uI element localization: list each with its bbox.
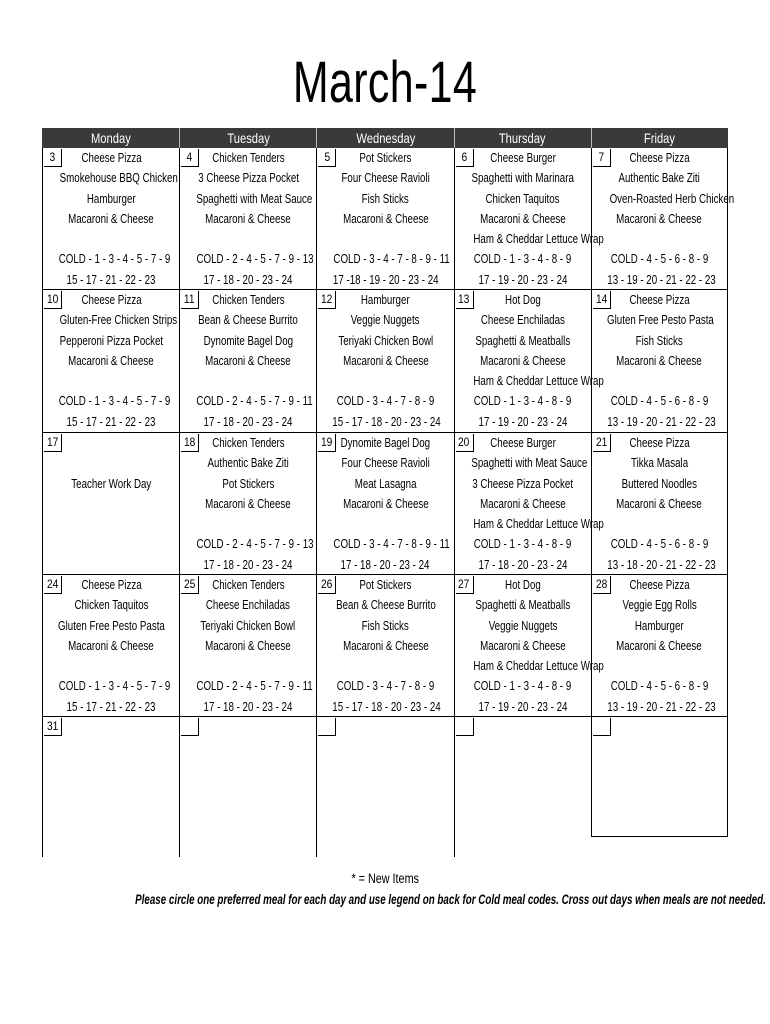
cold-code-line: COLD - 2 - 4 - 5 - 7 - 9 - 11 bbox=[196, 394, 313, 409]
day-cell bbox=[454, 148, 604, 289]
menu-item: Veggie Nuggets bbox=[488, 618, 558, 633]
day-cell bbox=[591, 575, 728, 716]
menu-item: Teriyaki Chicken Bowl bbox=[200, 618, 296, 633]
day-number: 28 bbox=[593, 576, 611, 594]
menu-item bbox=[180, 371, 316, 391]
cold-code-line: COLD - 1 - 3 - 4 - 8 - 9 bbox=[473, 394, 572, 409]
cold-code-line: COLD - 4 - 5 - 6 - 8 - 9 bbox=[610, 252, 709, 267]
menu-item: Macaroni & Cheese bbox=[205, 496, 292, 511]
day-number: 13 bbox=[456, 291, 474, 309]
day-number: 11 bbox=[181, 291, 199, 309]
menu-item: Macaroni & Cheese bbox=[68, 211, 154, 226]
menu-items bbox=[317, 148, 453, 290]
menu-item: Spaghetti with Meat Sauce bbox=[470, 456, 587, 471]
menu-item bbox=[180, 229, 316, 249]
day-number: 6 bbox=[456, 149, 474, 167]
cold-code-line: COLD - 4 - 5 - 6 - 8 - 9 bbox=[610, 679, 709, 694]
day-cell bbox=[179, 717, 316, 857]
menu-item: Tikka Masala bbox=[630, 456, 688, 471]
day-number: 7 bbox=[593, 149, 611, 167]
legend-note: * = New Items bbox=[351, 871, 419, 886]
day-cell bbox=[316, 148, 453, 289]
menu-item: Cheese Pizza bbox=[629, 436, 690, 450]
menu-items bbox=[592, 290, 727, 432]
weekday-thursday: Thursday bbox=[454, 128, 591, 148]
menu-item: Chicken Taquitos bbox=[74, 598, 149, 613]
day-number: 4 bbox=[181, 149, 199, 167]
menu-item: Bean & Cheese Burrito bbox=[335, 598, 436, 613]
cold-code-line: COLD - 3 - 4 - 7 - 8 - 9 - 11 bbox=[333, 537, 451, 552]
day-number: 25 bbox=[181, 576, 199, 594]
menu-item: Hamburger bbox=[86, 191, 136, 206]
menu-item: Macaroni & Cheese bbox=[68, 638, 154, 653]
menu-item: Cheese Enchiladas bbox=[480, 313, 565, 328]
menu-item: Dynomite Bagel Dog bbox=[203, 333, 293, 348]
day-cell bbox=[316, 433, 453, 574]
cold-code-line: COLD - 3 - 4 - 7 - 8 - 9 bbox=[336, 679, 435, 694]
menu-items bbox=[592, 433, 727, 575]
menu-items bbox=[43, 290, 179, 432]
weekday-wednesday: Wednesday bbox=[316, 128, 453, 148]
cold-code-line: 17 - 18 - 20 - 23 - 24 bbox=[203, 414, 293, 429]
menu-item: Pot Stickers bbox=[222, 476, 275, 491]
menu-item bbox=[317, 656, 453, 676]
menu-item: Macaroni & Cheese bbox=[205, 638, 292, 653]
day-cell bbox=[179, 575, 316, 716]
day-cell bbox=[42, 575, 179, 716]
week-row bbox=[42, 290, 728, 433]
menu-item: Cheese Pizza bbox=[81, 151, 142, 165]
calendar-weeks bbox=[42, 148, 734, 857]
week-row bbox=[42, 717, 728, 857]
menu-item: 3 Cheese Pizza Pocket bbox=[472, 476, 574, 491]
menu-items bbox=[317, 290, 453, 432]
day-number bbox=[456, 718, 474, 736]
day-cell bbox=[179, 290, 316, 432]
calendar-grid bbox=[42, 128, 734, 857]
menu-item: Oven-Roasted Herb Chicken bbox=[609, 191, 734, 206]
menu-items bbox=[592, 575, 727, 717]
cold-code-line bbox=[43, 534, 179, 554]
cold-code-line: COLD - 4 - 5 - 6 - 8 - 9 bbox=[610, 394, 709, 409]
menu-item: Authentic Bake Ziti bbox=[207, 456, 289, 471]
menu-item: Ham & Cheddar Lettuce Wrap bbox=[472, 374, 604, 388]
menu-item: Chicken Tenders bbox=[212, 151, 285, 165]
cold-code-line: 13 - 19 - 20 - 21 - 22 - 23 bbox=[607, 272, 716, 287]
cold-code-line: 15 - 17 - 18 - 20 - 23 - 24 bbox=[332, 414, 442, 429]
day-cell bbox=[454, 717, 591, 857]
menu-item bbox=[317, 229, 453, 249]
menu-item bbox=[180, 656, 316, 676]
menu-item: Buttered Noodles bbox=[621, 476, 698, 491]
menu-item bbox=[43, 453, 179, 473]
menu-items bbox=[180, 433, 316, 575]
menu-items bbox=[455, 148, 604, 290]
menu-item: Macaroni & Cheese bbox=[342, 638, 429, 653]
day-cell bbox=[42, 290, 179, 432]
cold-code-line: COLD - 1 - 3 - 4 - 8 - 9 bbox=[473, 679, 572, 694]
menu-item: Four Cheese Ravioli bbox=[341, 171, 430, 186]
menu-item: Meat Lasagna bbox=[354, 476, 417, 491]
cold-code-line: 17 - 18 - 20 - 23 - 24 bbox=[203, 557, 293, 572]
day-cell bbox=[42, 148, 179, 289]
cold-code-line: COLD - 1 - 3 - 4 - 5 - 7 - 9 bbox=[58, 252, 171, 267]
menu-item bbox=[180, 514, 316, 534]
day-number bbox=[593, 718, 611, 736]
day-cell bbox=[591, 290, 728, 432]
cold-code-line: 17 - 19 - 20 - 23 - 24 bbox=[478, 414, 568, 429]
menu-item bbox=[592, 656, 727, 676]
menu-item: Hamburger bbox=[361, 293, 410, 307]
menu-item: Spaghetti & Meatballs bbox=[475, 333, 571, 348]
menu-item: Cheese Enchiladas bbox=[206, 598, 291, 613]
menu-item: Four Cheese Ravioli bbox=[341, 456, 430, 471]
cold-code-line: 17 - 18 - 20 - 23 - 24 bbox=[203, 699, 293, 714]
menu-items bbox=[180, 290, 316, 432]
day-number bbox=[181, 718, 199, 736]
menu-item: Macaroni & Cheese bbox=[616, 638, 703, 653]
day-number: 14 bbox=[593, 291, 611, 309]
day-cell bbox=[316, 575, 453, 716]
menu-item: Hot Dog bbox=[504, 293, 541, 307]
cold-code-line: 13 - 18 - 20 - 21 - 22 - 23 bbox=[607, 557, 716, 572]
day-cell bbox=[316, 290, 453, 432]
day-cell bbox=[179, 433, 316, 574]
weekday-tuesday: Tuesday bbox=[179, 128, 316, 148]
menu-item: Pepperoni Pizza Pocket bbox=[59, 333, 163, 348]
menu-item: Cheese Burger bbox=[489, 151, 556, 165]
cold-code-line: 17 - 18 - 20 - 23 - 24 bbox=[478, 557, 568, 572]
menu-item: Macaroni & Cheese bbox=[479, 496, 566, 511]
weekday-friday: Friday bbox=[591, 128, 728, 148]
cold-code-line: 13 - 19 - 20 - 21 - 22 - 23 bbox=[607, 699, 716, 714]
cold-code-line: COLD - 2 - 4 - 5 - 7 - 9 - 11 bbox=[196, 679, 313, 694]
weekday-header bbox=[42, 128, 728, 148]
menu-item: Hamburger bbox=[634, 618, 684, 633]
menu-item: Macaroni & Cheese bbox=[616, 353, 703, 368]
day-number: 5 bbox=[318, 149, 336, 167]
week-row bbox=[42, 148, 734, 290]
day-cell bbox=[42, 433, 179, 574]
menu-item: Macaroni & Cheese bbox=[205, 353, 292, 368]
menu-item: Cheese Burger bbox=[489, 436, 556, 450]
menu-item: Chicken Tenders bbox=[212, 293, 285, 307]
menu-item: Chicken Tenders bbox=[212, 578, 285, 592]
menu-item bbox=[317, 514, 453, 534]
day-number: 26 bbox=[318, 576, 336, 594]
cold-code-line: COLD - 1 - 3 - 4 - 5 - 7 - 9 bbox=[58, 679, 171, 694]
day-number: 18 bbox=[181, 434, 199, 452]
menu-items bbox=[317, 575, 453, 717]
menu-item: Macaroni & Cheese bbox=[479, 353, 566, 368]
menu-item: Hot Dog bbox=[504, 578, 541, 592]
day-number: 19 bbox=[318, 434, 336, 452]
cold-code-line: 15 - 17 - 21 - 22 - 23 bbox=[66, 699, 156, 714]
menu-item: Macaroni & Cheese bbox=[342, 496, 429, 511]
menu-item: Ham & Cheddar Lettuce Wrap bbox=[472, 232, 604, 246]
day-number: 31 bbox=[44, 718, 62, 736]
menu-item: Pot Stickers bbox=[359, 578, 412, 592]
day-cell bbox=[591, 148, 734, 289]
week-row bbox=[42, 575, 728, 717]
cold-code-line: COLD - 1 - 3 - 4 - 8 - 9 bbox=[473, 252, 572, 267]
cold-code-line: 15 - 17 - 21 - 22 - 23 bbox=[66, 272, 156, 287]
menu-item: Spaghetti with Marinara bbox=[471, 171, 574, 186]
menu-item: Macaroni & Cheese bbox=[342, 211, 429, 226]
cold-code-line: COLD - 1 - 3 - 4 - 5 - 7 - 9 bbox=[58, 394, 171, 409]
cold-code-line: COLD - 3 - 4 - 7 - 8 - 9 bbox=[336, 394, 435, 409]
day-cell bbox=[42, 717, 179, 857]
menu-item: Teacher Work Day bbox=[71, 476, 152, 491]
week-row bbox=[42, 433, 728, 575]
day-cell bbox=[179, 148, 316, 289]
menu-item bbox=[592, 514, 727, 534]
menu-item bbox=[43, 371, 179, 391]
cold-code-line: 15 - 17 - 18 - 20 - 23 - 24 bbox=[332, 699, 442, 714]
menu-items bbox=[317, 433, 453, 575]
cold-code-line: 15 - 17 - 21 - 22 - 23 bbox=[66, 414, 156, 429]
menu-item: Smokehouse BBQ Chicken bbox=[59, 171, 178, 186]
menu-item: Gluten-Free Chicken Strips bbox=[59, 313, 178, 328]
day-number: 10 bbox=[44, 291, 62, 309]
cold-code-line: 17 - 19 - 20 - 23 - 24 bbox=[478, 272, 568, 287]
menu-item bbox=[592, 371, 727, 391]
day-cell bbox=[591, 433, 728, 574]
menu-item: Cheese Pizza bbox=[629, 151, 690, 165]
cold-code-line: 17 - 19 - 20 - 23 - 24 bbox=[478, 699, 568, 714]
weekday-monday: Monday bbox=[90, 130, 131, 146]
menu-item: Veggie Egg Rolls bbox=[622, 598, 697, 613]
cold-code-line: 17 - 18 - 20 - 23 - 24 bbox=[341, 557, 430, 572]
menu-item: Bean & Cheese Burrito bbox=[198, 313, 299, 328]
page-title: March-14 bbox=[292, 50, 478, 115]
menu-item: Authentic Bake Ziti bbox=[618, 171, 700, 186]
menu-item: Gluten Free Pesto Pasta bbox=[606, 313, 714, 328]
menu-item: Ham & Cheddar Lettuce Wrap bbox=[472, 659, 604, 673]
menu-item: Cheese Pizza bbox=[81, 578, 142, 592]
menu-item: Cheese Pizza bbox=[81, 293, 142, 307]
menu-item: Chicken Taquitos bbox=[485, 191, 560, 206]
menu-items bbox=[592, 148, 734, 290]
day-number: 27 bbox=[456, 576, 474, 594]
menu-item bbox=[317, 371, 453, 391]
menu-item: Fish Sticks bbox=[635, 333, 683, 348]
menu-item: Cheese Pizza bbox=[629, 578, 690, 592]
cold-code-line: 17 -18 - 19 - 20 - 23 - 24 bbox=[332, 272, 439, 287]
menu-item bbox=[43, 229, 179, 249]
menu-item bbox=[43, 656, 179, 676]
menu-item: Ham & Cheddar Lettuce Wrap bbox=[472, 517, 604, 531]
menu-item: Pot Stickers bbox=[359, 151, 412, 165]
menu-item bbox=[592, 229, 727, 249]
cold-code-line: COLD - 1 - 3 - 4 - 8 - 9 bbox=[473, 537, 572, 552]
menu-item: Macaroni & Cheese bbox=[616, 211, 703, 226]
cold-code-line bbox=[43, 555, 179, 575]
menu-item: Gluten Free Pesto Pasta bbox=[58, 618, 165, 633]
cold-code-line: COLD - 2 - 4 - 5 - 7 - 9 - 13 bbox=[196, 537, 314, 552]
menu-item bbox=[43, 514, 179, 534]
menu-item: Fish Sticks bbox=[361, 618, 410, 633]
menu-items bbox=[180, 148, 316, 290]
menu-item: Cheese Pizza bbox=[629, 293, 690, 307]
menu-item: Veggie Nuggets bbox=[351, 313, 420, 328]
day-number: 24 bbox=[44, 576, 62, 594]
day-cell bbox=[316, 717, 453, 857]
day-number: 12 bbox=[318, 291, 336, 309]
menu-item: Macaroni & Cheese bbox=[205, 211, 292, 226]
menu-item: Macaroni & Cheese bbox=[342, 353, 429, 368]
menu-item: Macaroni & Cheese bbox=[68, 353, 154, 368]
menu-items bbox=[43, 148, 179, 290]
instructions-note: Please circle one preferred meal for each day and use legend on back for Cold meal codes. Cross out days when meals are not needed. bbox=[135, 891, 766, 907]
menu-item: Fish Sticks bbox=[361, 191, 410, 206]
menu-item: Macaroni & Cheese bbox=[479, 638, 566, 653]
menu-item: Macaroni & Cheese bbox=[616, 496, 703, 511]
day-number: 17 bbox=[44, 434, 62, 452]
menu-item: Spaghetti & Meatballs bbox=[475, 598, 571, 613]
day-number: 21 bbox=[593, 434, 611, 452]
menu-items bbox=[43, 433, 179, 575]
cold-code-line: 17 - 18 - 20 - 23 - 24 bbox=[203, 272, 293, 287]
day-number bbox=[318, 718, 336, 736]
menu-items bbox=[180, 575, 316, 717]
menu-item: Chicken Tenders bbox=[212, 436, 285, 450]
menu-items bbox=[43, 575, 179, 717]
menu-item: Spaghetti with Meat Sauce bbox=[196, 191, 313, 206]
menu-item: Dynomite Bagel Dog bbox=[340, 436, 431, 450]
menu-item bbox=[43, 433, 179, 453]
menu-item: 3 Cheese Pizza Pocket bbox=[197, 171, 299, 186]
day-number: 20 bbox=[456, 434, 474, 452]
menu-item bbox=[43, 494, 179, 514]
menu-item: Macaroni & Cheese bbox=[479, 211, 566, 226]
cold-code-line: COLD - 3 - 4 - 7 - 8 - 9 - 11 bbox=[333, 252, 451, 267]
cold-code-line: 13 - 19 - 20 - 21 - 22 - 23 bbox=[607, 414, 716, 429]
day-cell bbox=[591, 717, 728, 837]
cold-code-line: COLD - 2 - 4 - 5 - 7 - 9 - 13 bbox=[196, 252, 314, 267]
menu-item: Teriyaki Chicken Bowl bbox=[338, 333, 433, 348]
cold-code-line: COLD - 4 - 5 - 6 - 8 - 9 bbox=[610, 537, 709, 552]
day-number: 3 bbox=[44, 149, 62, 167]
